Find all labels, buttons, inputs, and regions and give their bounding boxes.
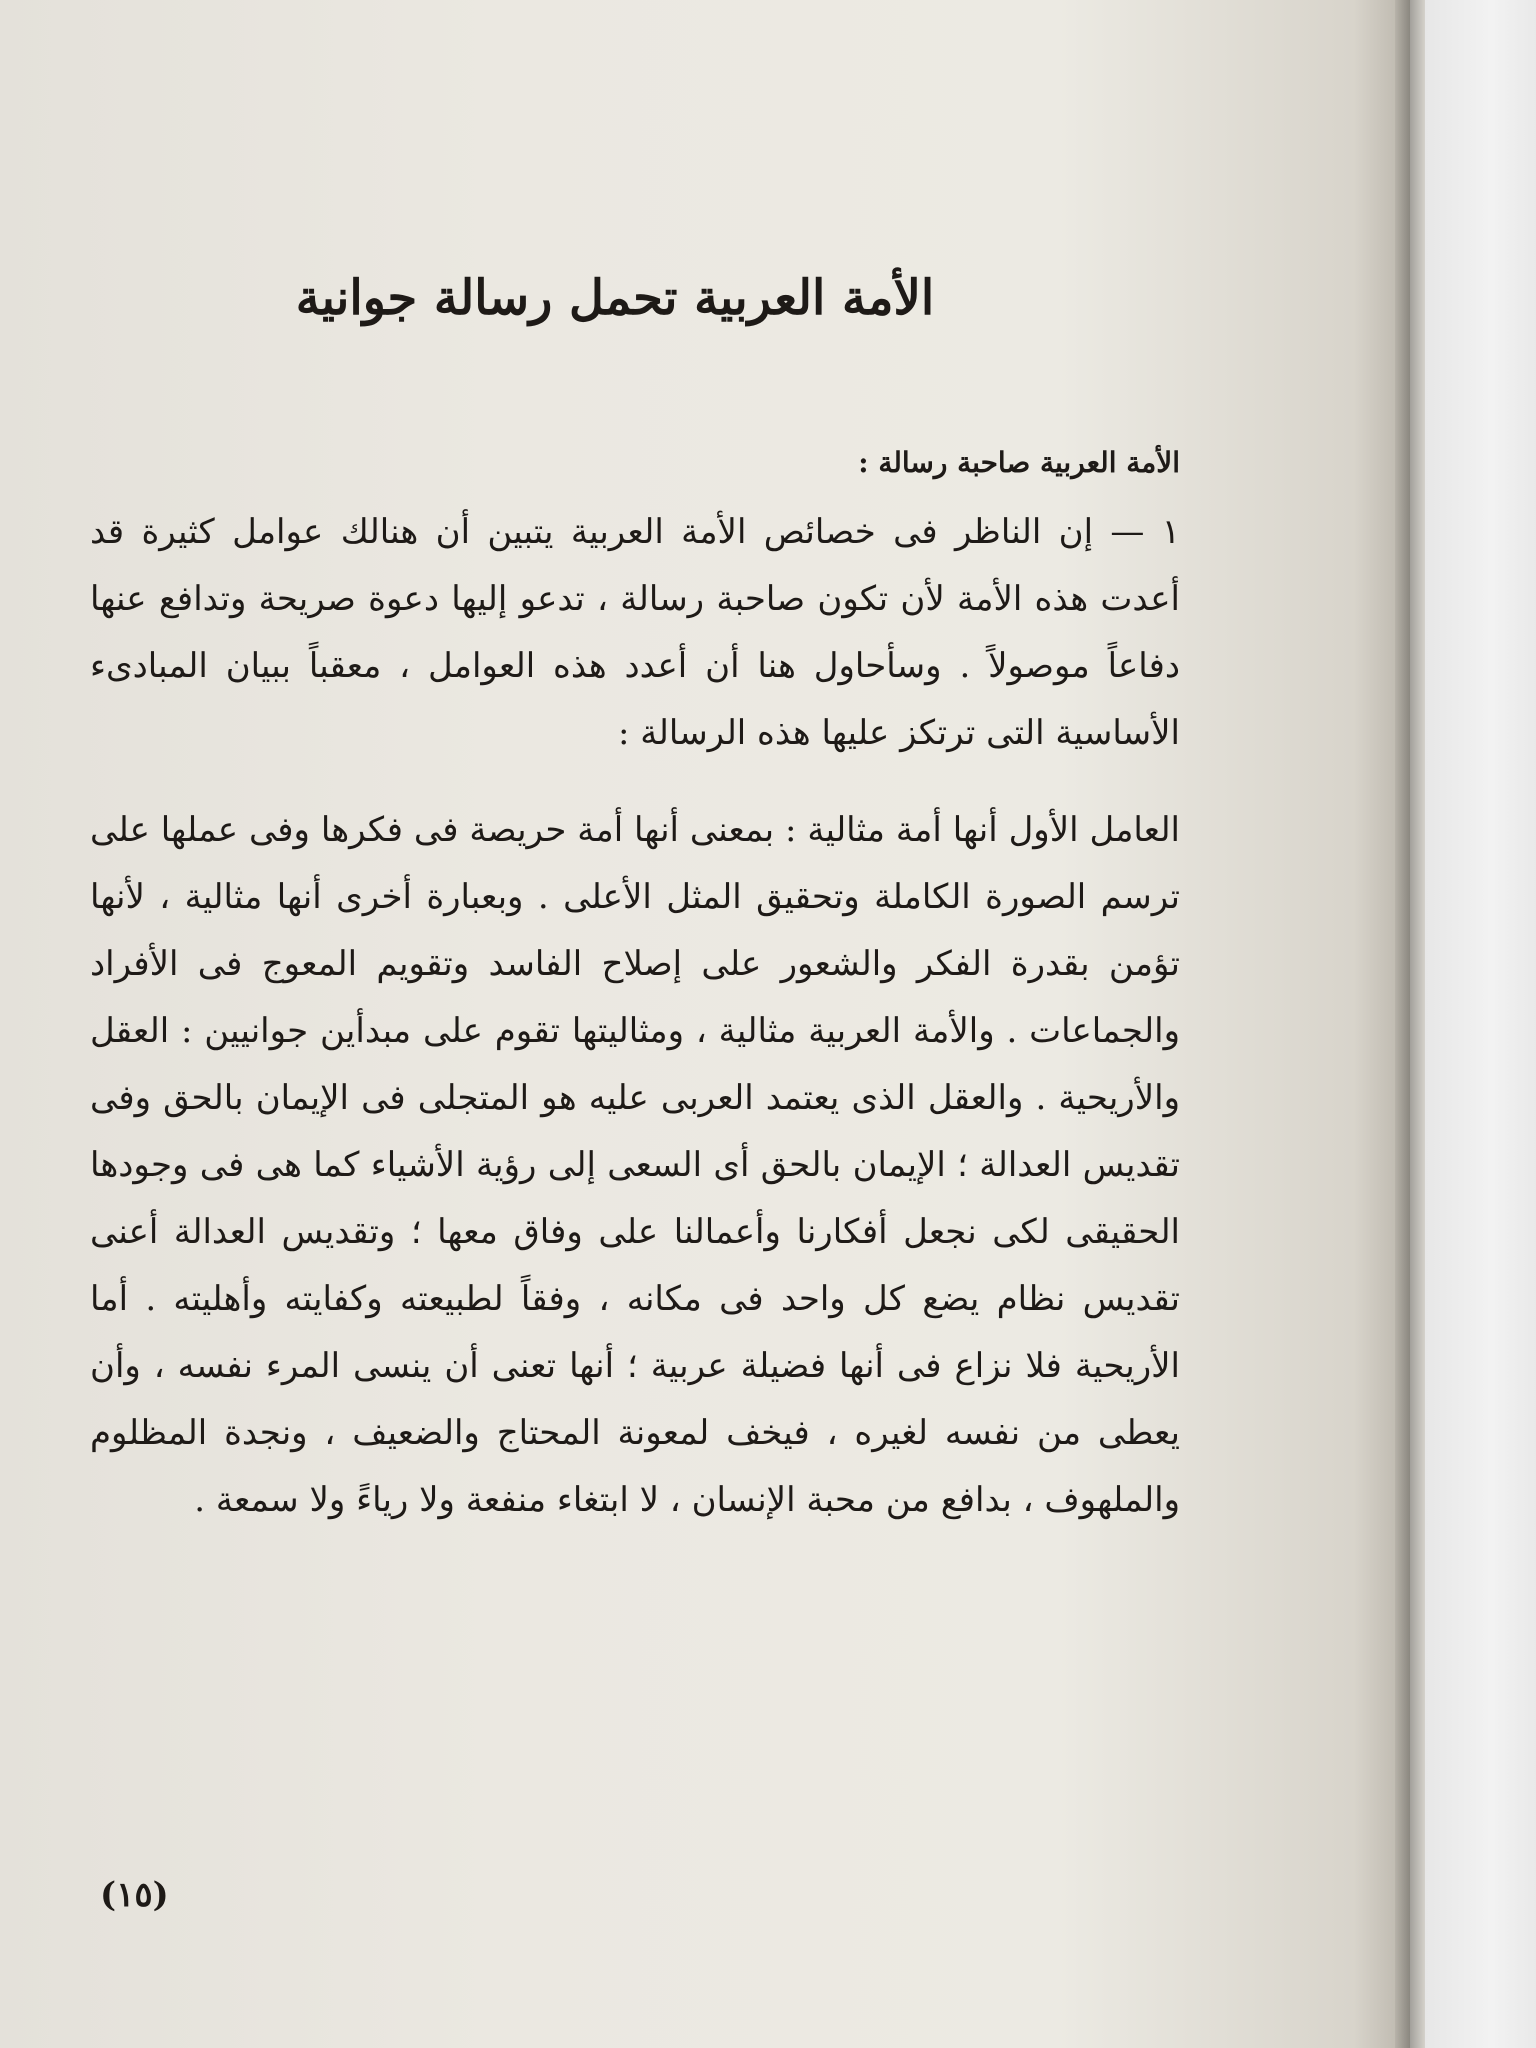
page-gutter-shadow xyxy=(1395,0,1425,2048)
chapter-title: الأمة العربية تحمل رسالة جوانية xyxy=(295,270,935,326)
paragraph-1: ١ — إن الناظر فى خصائص الأمة العربية يتبين أن هنالك عوامل كثيرة قد أعدت هذه الأمة لأن تكون صاحبة رسالة ، تدعو إليها دعوة صريحة وتدافع عنها دفاعاً موصولاً . وسأحاول هنا أن أعدد هذه العوامل ، معقباً ببيان المبادىء الأساسية التى ترتكز عليها هذه الرسالة : xyxy=(90,512,1180,753)
page-content xyxy=(90,270,1180,1534)
adjacent-page xyxy=(1425,0,1536,2048)
page-number: (١٥) xyxy=(100,1875,169,1915)
section-heading: الأمة العربية صاحبة رسالة : xyxy=(858,446,1180,479)
paragraph-2: العامل الأول أنها أمة مثالية : بمعنى أنها أمة حريصة فى فكرها وفى عملها على ترسم الصورة الكاملة وتحقيق المثل الأعلى . وبعبارة أخرى أنها مثالية ، لأنها تؤمن بقدرة الفكر والشعور على إصلاح الفاسد وتقويم المعوج فى الأفراد والجماعات . والأمة العربية مثالية ، ومثاليتها تقوم على مبدأين جوانيين : العقل والأريحية . والعقل الذى يعتمد العربى عليه هو المتجلى فى الإيمان بالحق وفى تقديس العدالة ؛ الإيمان بالحق أى السعى إلى رؤية الأشياء كما هى فى وجودها الحقيقى لكى نجعل أفكارنا وأعمالنا على وفاق معها ؛ وتقديس العدالة أعنى تقديس نظام يضع كل واحد فى مكانه ، وفقاً لطبيعته وكفايته وأهليته . أما الأريحية فلا نزاع فى أنها فضيلة عربية ؛ أنها تعنى أن ينسى المرء نفسه ، وأن يعطى من نفسه لغيره ، فيخف لمعونة المحتاج والضعيف ، ونجدة المظلوم والملهوف ، بدافع من محبة الإنسان ، لا ابتغاء منفعة ولا رياءً ولا سمعة . xyxy=(90,810,1180,1520)
